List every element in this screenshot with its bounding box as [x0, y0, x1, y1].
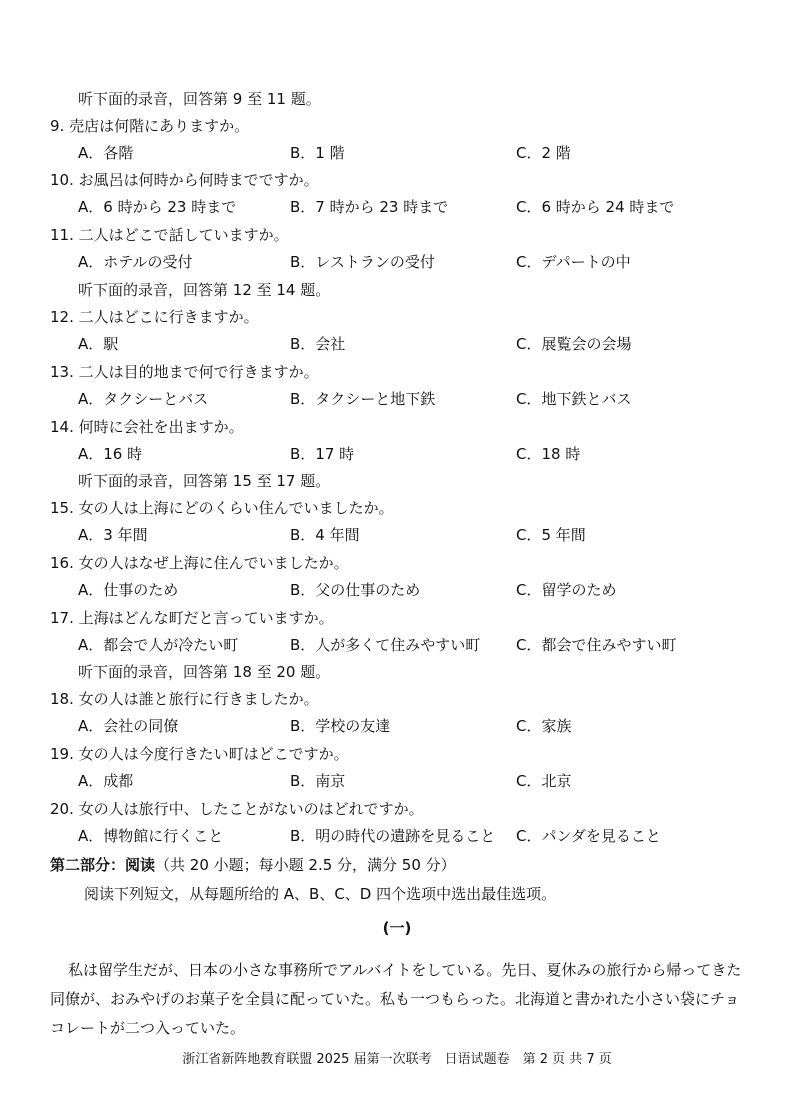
question-item: [50, 744, 349, 764]
section-title-label: 第二部分：阅读: [50, 856, 156, 874]
question-text: 二人は目的地まで何で行きますか。: [78, 363, 319, 381]
option-c: C．展覧会の会場: [516, 335, 632, 353]
question-number: 13.: [50, 363, 74, 381]
question-item: [50, 498, 394, 518]
listening-instruction: 听下面的录音，回答第 9 至 11 题。: [78, 90, 321, 108]
option-c: C．5 年間: [516, 526, 586, 544]
option-c: C．パンダを見ること: [516, 827, 661, 845]
question-text: 女の人はなぜ上海に住んでいましたか。: [78, 554, 349, 572]
question-item: [50, 608, 334, 628]
question-text: 上海はどんな町だと言っていますか。: [78, 609, 334, 627]
question-number: 9.: [50, 117, 65, 135]
option-b: B．レストランの受付: [290, 253, 435, 271]
passage-title: (一): [382, 919, 412, 937]
option-b: B．4 年間: [290, 526, 360, 544]
listening-instruction: 听下面的录音，回答第 18 至 20 题。: [78, 663, 331, 681]
option-a: A．都会で人が冷たい町: [78, 636, 239, 654]
option-c: C．地下鉄とバス: [516, 390, 632, 408]
option-a: A．会社の同僚: [78, 717, 179, 735]
option-a: A．仕事のため: [78, 581, 179, 599]
listening-instruction: 听下面的录音，回答第 12 至 14 题。: [78, 281, 331, 299]
option-c: C．都会で住みやすい町: [516, 636, 677, 654]
option-b: B．17 時: [290, 445, 355, 463]
option-c: C．家族: [516, 717, 572, 735]
question-text: 売店は何階にありますか。: [69, 117, 250, 135]
question-item: [50, 553, 349, 573]
option-a: A．駅: [78, 335, 119, 353]
question-text: 女の人は今度行きたい町はどこですか。: [78, 745, 349, 763]
option-a: A．各階: [78, 144, 134, 162]
option-b: B．学校の友達: [290, 717, 391, 735]
question-number: 19.: [50, 745, 74, 763]
question-number: 11.: [50, 226, 74, 244]
option-a: A．16 時: [78, 445, 143, 463]
option-b: B．南京: [290, 772, 346, 790]
option-a: A．6 時から 23 時まで: [78, 198, 237, 216]
option-a: A．博物館に行くこと: [78, 827, 224, 845]
question-text: 二人はどこに行きますか。: [78, 308, 259, 326]
section-instruction: 阅读下列短文，从每题所给的 A、B、C、D 四个选项中选出最佳选项。: [84, 885, 557, 903]
section-title-detail: （共 20 小题；每小题 2.5 分，满分 50 分）: [155, 856, 456, 874]
question-text: 女の人は上海にどのくらい住んでいましたか。: [78, 499, 394, 517]
option-b: B．1 階: [290, 144, 345, 162]
listening-instruction: 听下面的录音，回答第 15 至 17 题。: [78, 472, 331, 490]
option-c: C．留学のため: [516, 581, 617, 599]
question-item: [50, 170, 319, 190]
question-number: 20.: [50, 800, 74, 818]
question-item: [50, 417, 244, 437]
option-c: C．18 時: [516, 445, 581, 463]
option-b: B．7 時から 23 時まで: [290, 198, 449, 216]
question-text: 何時に会社を出ますか。: [78, 418, 244, 436]
question-number: 18.: [50, 690, 74, 708]
option-a: A．3 年間: [78, 526, 148, 544]
option-c: C．2 階: [516, 144, 571, 162]
question-item: [50, 307, 259, 327]
question-item: [50, 362, 319, 382]
question-number: 16.: [50, 554, 74, 572]
question-number: 10.: [50, 171, 74, 189]
section-title: [50, 855, 456, 875]
option-a: A．タクシーとバス: [78, 390, 209, 408]
question-item: [50, 799, 424, 819]
option-b: B．明の時代の遺跡を見ること: [290, 827, 496, 845]
question-number: 12.: [50, 308, 74, 326]
page-footer: 浙江省新阵地教育联盟 2025 届第一次联考 日语试题卷 第 2 页 共 7 页: [182, 1052, 612, 1067]
question-text: 女の人は誰と旅行に行きましたか。: [78, 690, 319, 708]
question-number: 15.: [50, 499, 74, 517]
question-text: 女の人は旅行中、したことがないのはどれですか。: [78, 800, 424, 818]
option-c: C．北京: [516, 772, 572, 790]
question-item: [50, 116, 249, 136]
question-number: 17.: [50, 609, 74, 627]
option-b: B．タクシーと地下鉄: [290, 390, 436, 408]
question-item: [50, 689, 319, 709]
option-a: A．ホテルの受付: [78, 253, 193, 271]
question-item: [50, 225, 289, 245]
question-text: お風呂は何時から何時までですか。: [78, 171, 319, 189]
option-c: C．デパートの中: [516, 253, 631, 271]
passage-paragraph: 私は留学生だが、日本の小さな事務所でアルバイトをしている。先日、夏休みの旅行から帰ってきた同僚が、おみやげのお菓子を全員に配っていた。私も一つもらった。北海道と書かれた小さい袋にチョコレートが二つ入っていた。: [50, 961, 742, 1037]
option-a: A．成都: [78, 772, 134, 790]
option-b: B．父の仕事のため: [290, 581, 421, 599]
question-text: 二人はどこで話していますか。: [78, 226, 289, 244]
question-number: 14.: [50, 418, 74, 436]
option-c: C．6 時から 24 時まで: [516, 198, 675, 216]
option-b: B．人が多くて住みやすい町: [290, 636, 481, 654]
option-b: B．会社: [290, 335, 346, 353]
